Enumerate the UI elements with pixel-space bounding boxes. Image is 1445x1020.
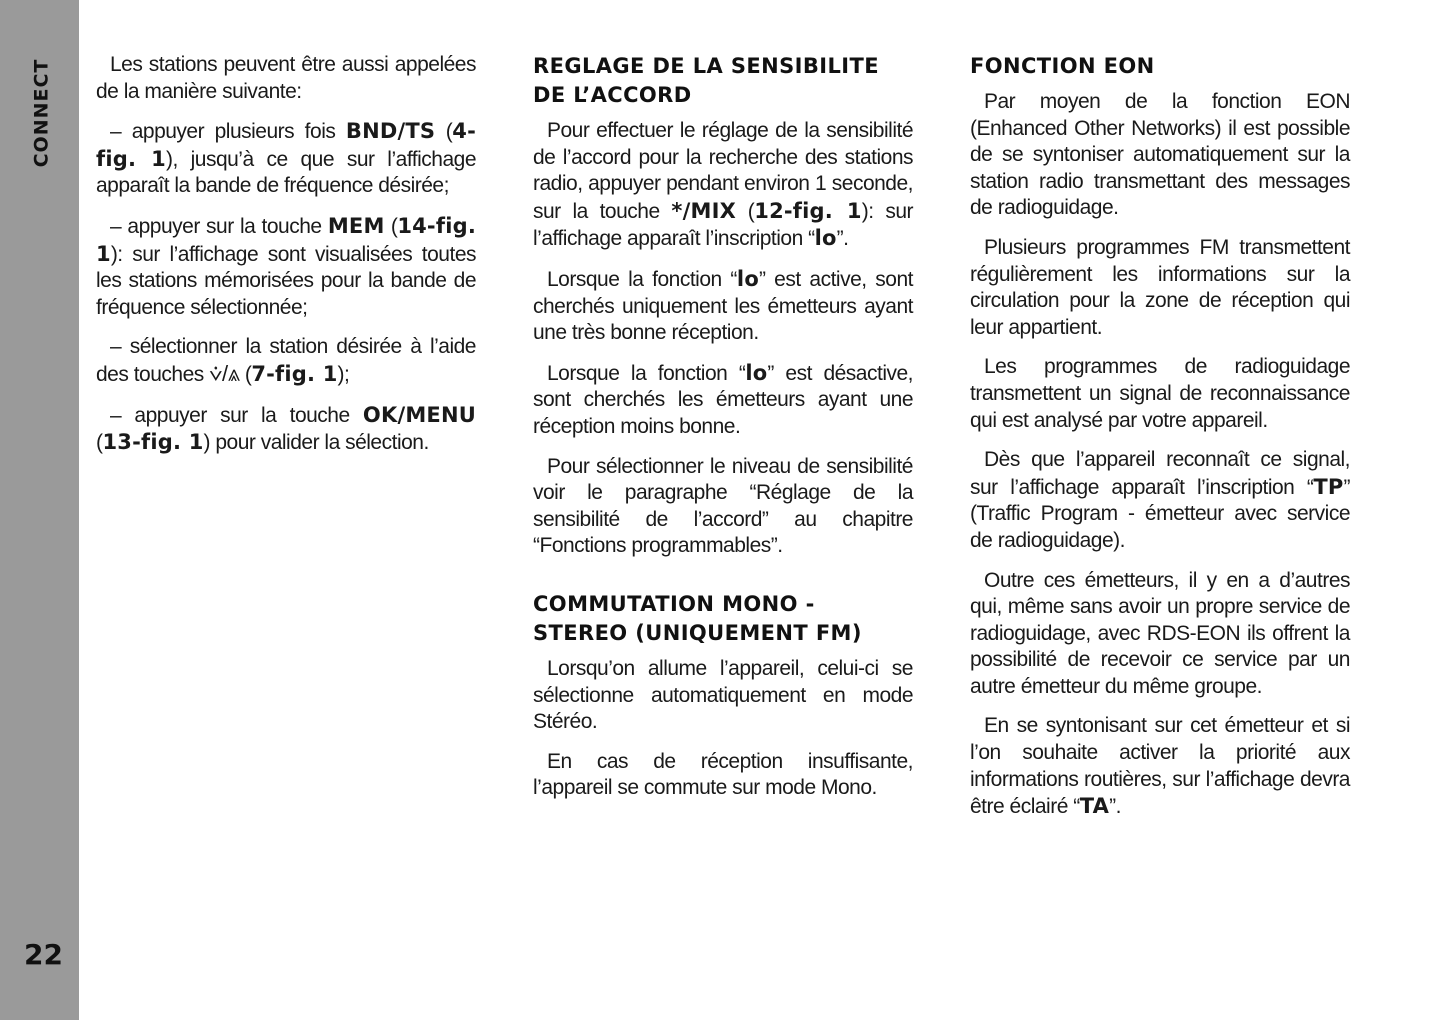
column-2 xyxy=(533,52,913,815)
eon-paragraph-3: Les programmes de radioguidage transmettent un signal de reconnaissance qui est analysé par votre appareil. xyxy=(970,355,1350,432)
step-paragraph-3: – sélectionner la station désirée à l’aide des touches ⩒/⩓ (7-fig. 1); xyxy=(96,335,476,386)
display-indicator: TA xyxy=(1079,794,1110,819)
mono-stereo-paragraph-1: Lorsqu’on allume l’appareil, celui-ci se sélectionne automatiquement en mode Stéréo. xyxy=(533,656,913,734)
display-indicator: TP xyxy=(1313,474,1344,499)
intro-paragraph: Les stations peuvent être aussi appelées de la manière suivante: xyxy=(96,53,476,103)
figure-reference: 14-fig. 1 xyxy=(96,213,476,266)
up-down-arrow-icon: ⩒/⩓ xyxy=(209,360,240,386)
sensitivity-paragraph-4: Pour sélectionner le niveau de sensibilité voir le paragraphe “Réglage de la sensibilité de l’accord” au chapitre “Fonctions programmables”. xyxy=(533,454,913,558)
eon-paragraph-4: Dès que l’appareil reconnaît ce signal, sur l’affichage apparaît l’inscription “TP” (Traffic Program - émetteur avec service de radioguidage). xyxy=(970,448,1350,552)
figure-reference: 7-fig. 1 xyxy=(251,361,338,386)
sensitivity-paragraph-2: Lorsque la fonction “lo” est active, sont cherchés uniquement les émetteurs ayant une très bonne réception. xyxy=(533,266,913,345)
section-label xyxy=(24,48,58,178)
figure-reference: 13-fig. 1 xyxy=(102,430,204,455)
eon-paragraph-6: En se syntonisant sur cet émetteur et si l’on souhaite activer la priorité aux informations routières, sur l’affichage devra être éclairé “TA”. xyxy=(970,714,1350,819)
column-3 xyxy=(970,52,1350,834)
figure-reference: 4-fig. 1 xyxy=(96,119,476,171)
heading-sensitivity: REGLAGE DE LA SENSIBILITE DE L’ACCORD xyxy=(533,54,879,107)
page-number: 22 xyxy=(24,938,63,971)
figure-reference: 12-fig. 1 xyxy=(754,198,862,223)
sensitivity-paragraph-1: Pour effectuer le réglage de la sensibilité de l’accord pour la recherche des stations radio, appuyer pendant environ 1 seconde, sur la touche */MIX (12-fig. 1): sur l’affichage apparaît l’inscription “lo”. xyxy=(533,119,913,251)
column-1 xyxy=(96,52,476,470)
display-indicator: lo xyxy=(814,226,837,251)
step-paragraph-2: – appuyer sur la touche MEM (14-fig. 1): sur l’affichage sont visualisées toutes les stations mémorisées pour la bande de fréquence sélectionnée; xyxy=(96,213,476,319)
eon-paragraph-5: Outre ces émetteurs, il y en a d’autres qui, même sans avoir un propre service de radioguidage, avec RDS-EON ils offrent la possibilité de recevoir ce service par un autre émetteur du même groupe. xyxy=(970,568,1350,698)
display-indicator: lo xyxy=(736,266,759,291)
eon-paragraph-1: Par moyen de la fonction EON (Enhanced Other Networks) il est possible de se syntoniser automatiquement sur la station radio transmettant des messages de radioguidage. xyxy=(970,90,1350,220)
key-label: OK/MENU xyxy=(362,402,476,427)
key-label: BND/TS xyxy=(345,119,436,144)
side-strip xyxy=(0,0,79,1020)
sensitivity-paragraph-3: Lorsque la fonction “lo” est désactive, sont cherchés les émetteurs ayant une réception moins bonne. xyxy=(533,360,913,438)
key-label: */MIX xyxy=(671,198,736,223)
section-label-text: CONNECT xyxy=(30,58,53,168)
eon-paragraph-2: Plusieurs programmes FM transmettent régulièrement les informations sur la circulation pour la zone de réception qui leur appartient. xyxy=(970,235,1350,339)
heading-eon: FONCTION EON xyxy=(970,54,1155,78)
step-paragraph-4: – appuyer sur la touche OK/MENU (13-fig. 1) pour valider la sélection. xyxy=(96,402,476,455)
step-paragraph-1: – appuyer plusieurs fois BND/TS (4-fig. 1), jusqu’à ce que sur l’affichage apparaît la bande de fréquence désirée; xyxy=(96,119,476,198)
display-indicator: lo xyxy=(745,360,768,385)
key-label: MEM xyxy=(327,213,385,238)
heading-mono-stereo: COMMUTATION MONO - STEREO (UNIQUEMENT FM) xyxy=(533,591,862,645)
mono-stereo-paragraph-2: En cas de réception insuffisante, l’appareil se commute sur mode Mono. xyxy=(533,749,913,800)
